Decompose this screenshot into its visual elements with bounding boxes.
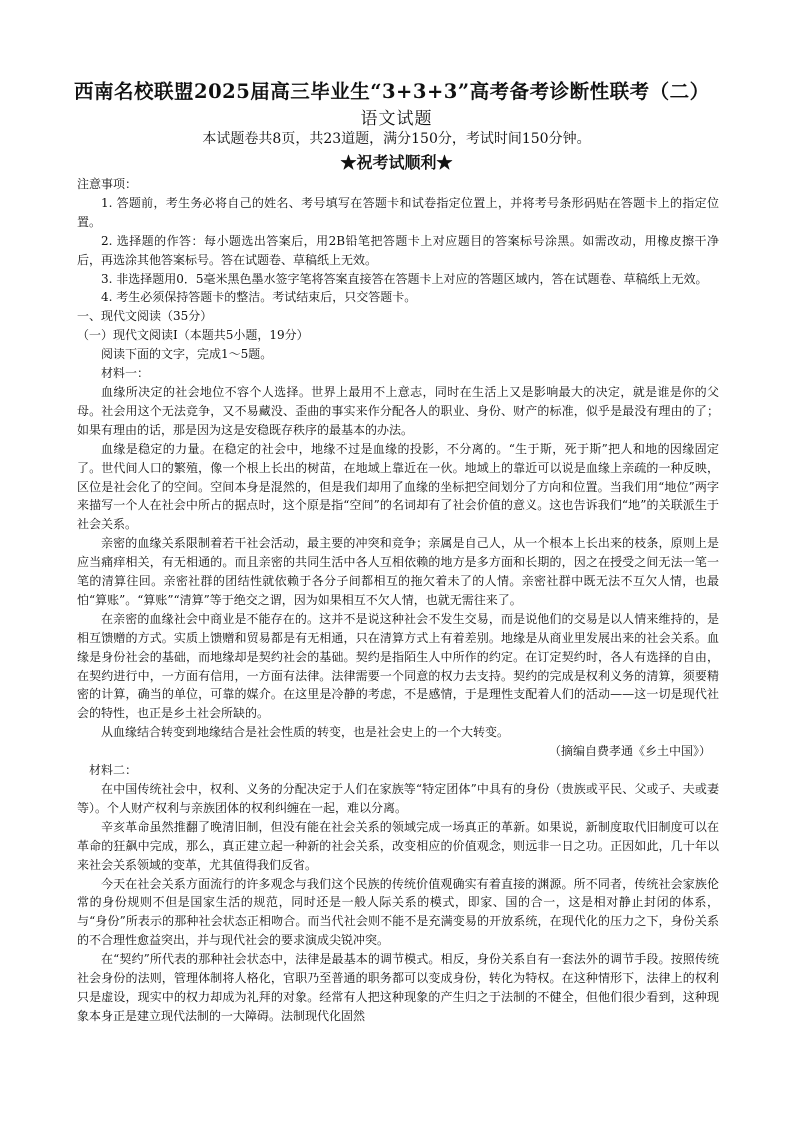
reading-instruction: 阅读下面的文字，完成1～5题。 — [101, 347, 273, 362]
material-source: （摘编自费孝通《乡土中国》） — [548, 744, 711, 759]
material-paragraph: 亲密的血缘关系限制着若干社会活动，最主要的冲突和竞争；亲属是自己人，从一个根本上长出来的枝条，原则上是应当痛痒相关，有无相通的。而且亲密的共同生活中各人互相依赖的地方是多方面和长期的，因之在授受之间无法一笔一笔的清算往回。亲密社群的团结性就依赖于各分子间都相互的拖欠着未了的人情。亲密社群中既无法不互欠人情，也最怕“算账”。“算账”“清算”等于绝交之谓，因为如果相互不欠人情，也就无需往来了。 — [77, 536, 719, 607]
material-paragraph: 今天在社会关系方面流行的许多观念与我们这个民族的传统价值观确实有着直接的渊源。所不同者，传统社会家族伦常的身份规则不但是国家生活的规范，同时还是一般人际关系的模式，即家、国的合一，这是相对静止封闭的体系，与“身份”所表示的那种社会状态正相吻合。而当代社会则不能不是充满变易的开放系统，在现代化的压力之下，身份关系的不合理性愈益突出，并与现代社会的要求演成尖锐冲突。 — [77, 876, 719, 948]
material-paragraph: 在“契约”所代表的那种社会状态中，法律是最基本的调节模式。相反，身份关系自有一套法外的调节手段。按照传统社会身份的法则，管理体制将人格化，官职乃至普通的职务都可以变成身份，转化为特权。在这种情形下，法律上的权利只是虚设，现实中的权力却成为礼拜的对象。经常有人把这种现象的产生归之于法制的不健全，但他们很少看到，这种现象本身正是建立现代法制的一大障碍。法制现代化固然 — [77, 952, 719, 1023]
material-paragraph: 辛亥革命虽然推翻了晚清旧制，但没有能在社会关系的领域完成一场真正的革新。如果说，新制度取代旧制度可以在革命的狂飙中完成，那么，真正建立起一种新的社会关系，改变相应的价值观念，则远非一日之功。正因如此，几十年以来社会关系领域的变革，尤其值得我们反省。 — [77, 819, 719, 872]
material-paragraph: 从血缘结合转变到地缘结合是社会性质的转变，也是社会史上的一个大转变。 — [101, 725, 510, 740]
subject-title: 语文试题 — [360, 109, 433, 129]
exam-title: 西南名校联盟2025届高三毕业生“3+3+3”高考备考诊断性联考（二） — [74, 80, 710, 103]
notice-item: 3. 非选择题用0．5毫米黑色墨水签字笔将答案直接答在答题卡上对应的答题区域内，答在试题卷、草稿纸上无效。 — [101, 271, 708, 286]
good-luck-banner: ★祝考试顺利★ — [340, 153, 453, 172]
notice-item: 4. 考生必须保持答题卡的整洁。考试结束后，只交答题卡。 — [101, 290, 417, 305]
notice-item: 2. 选择题的作答：每小题选出答案后，用2B铅笔把答题卡上对应题目的答案标号涂黑。如需改动，用橡皮擦干净后，再选涂其他答案标号。答在试题卷、草稿纸上无效。 — [77, 233, 719, 267]
material-paragraph: 在中国传统社会中，权利、义务的分配决定于人们在家族等“特定团体”中具有的身份（贵族或平民、父或子、夫或妻等）。个人财产权利与亲族团体的权利纠缠在一起，难以分离。 — [77, 782, 719, 815]
material-label: 材料一： — [101, 366, 150, 381]
notice-item: 1. 答题前，考生务必将自己的姓名、考号填写在答题卡和试卷指定位置上，并将考号条形码贴在答题卡上的指定位置。 — [77, 195, 719, 229]
subsection-heading: （一）现代文阅读Ⅰ（本题共5小题，19分） — [77, 328, 309, 343]
section-heading: 一、现代文阅读（35分） — [77, 309, 213, 324]
material-paragraph: 血缘是稳定的力量。在稳定的社会中，地缘不过是血缘的投影，不分离的。“生于斯，死于斯”把人和地的因缘固定了。世代间人口的繁殖，像一个根上长出的树苗，在地域上靠近在一伙。地域上的靠近可以说是血缘上亲疏的一种反映，区位是社会化了的空间。空间本身是混然的，但是我们却用了血缘的坐标把空间划分了方向和位置。当我们用“地位”两字来描写一个人在社会中所占的据点时，这个原是指“空间”的名词却有了社会价值的意义。这也告诉我们“地”的关联派生于社会关系。 — [77, 441, 719, 532]
notice-heading: 注意事项： — [77, 177, 138, 191]
material-label: 材料二： — [89, 763, 138, 778]
material-paragraph: 在亲密的血缘社会中商业是不能存在的。这并不是说这种社会不发生交易，而是说他们的交易是以人情来维持的，是相互馈赠的方式。实质上馈赠和贸易都是有无相通，只在清算方式上有着差别。地缘是从商业里发展出来的社会关系。血缘是身份社会的基础，而地缘却是契约社会的基础。契约是指陌生人中所作的约定。在订定契约时，各人有选择的自由，在契约进行中，一方面有信用，一方面有法律。法律需要一个同意的权力去支持。契约的完成是权利义务的清算，须要精密的计算，确当的单位，可靠的媒介。在这里是冷静的考虑，不是感情，于是理性支配着人们的活动——这一切是现代社会的特性，也正是乡土社会所缺的。 — [77, 611, 719, 721]
exam-info: 本试题卷共8页，共23道题，满分150分，考试时间150分钟。 — [202, 131, 591, 147]
exam-content — [77, 175, 719, 1026]
material-paragraph: 血缘所决定的社会地位不容个人选择。世界上最用不上意志，同时在生活上又是影响最大的决定，就是谁是你的父母。社会用这个无法竞争，又不易藏没、歪曲的事实来作分配各人的职业、身份、财产的标准，似乎是最没有理由的了；如果有理由的话，那是因为这是安稳既存秩序的最基本的办法。 — [77, 384, 719, 437]
